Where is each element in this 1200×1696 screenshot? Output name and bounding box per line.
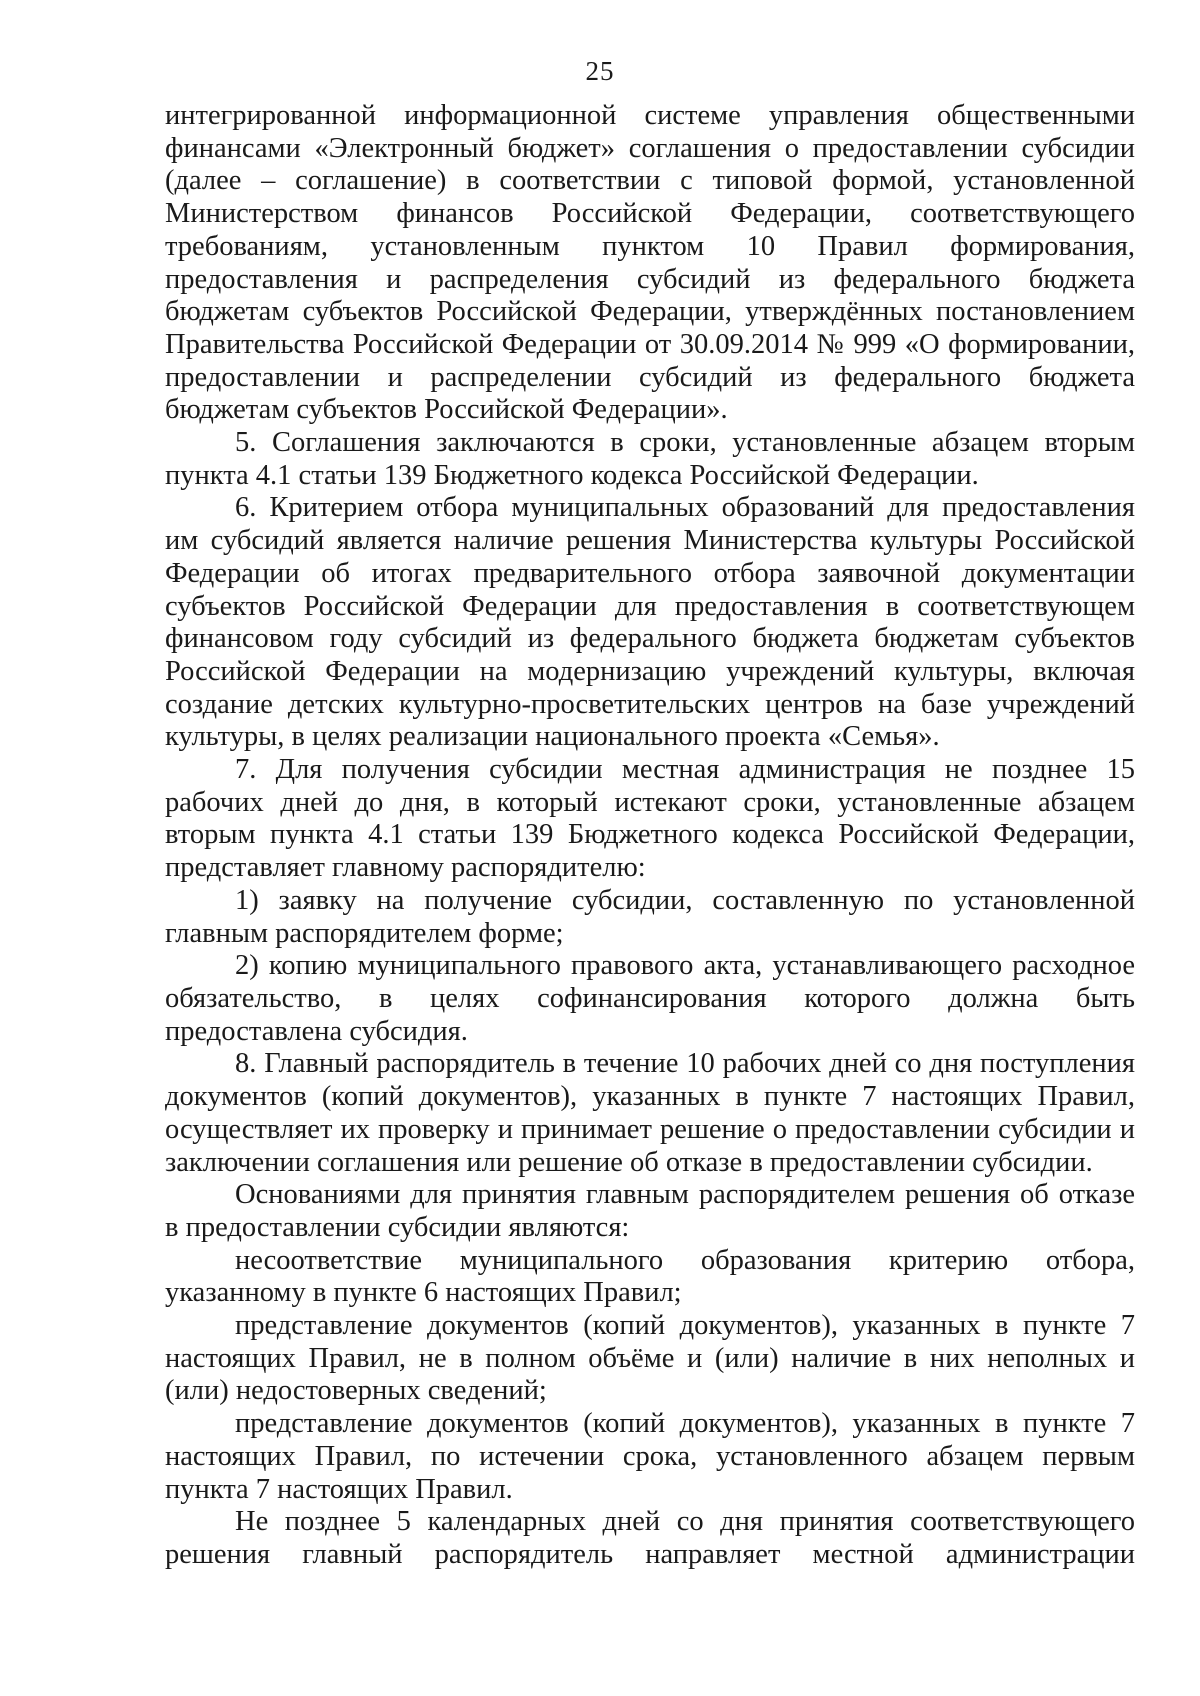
document-body bbox=[165, 100, 1135, 1572]
paragraph-notification: Не позднее 5 календарных дней со дня принятия соответствующего решения главный распорядитель направляет местной администрации bbox=[165, 1506, 1135, 1570]
paragraph-item-7: 7. Для получения субсидии местная администрация не позднее 15 рабочих дней до дня, в который истекают сроки, установленные абзацем вторым пункта 4.1 статьи 139 Бюджетного кодекса Российской Федерации, представляет главному распорядителю: bbox=[165, 754, 1135, 884]
paragraph-refusal-ground-1: несоответствие муниципального образования критерию отбора, указанному в пункте 6 настоящих Правил; bbox=[165, 1244, 1135, 1309]
paragraph-item-7-sub-1: 1) заявку на получение субсидии, составленную по установленной главным распорядителем форме; bbox=[165, 884, 1135, 949]
paragraph-refusal-grounds: Основаниями для принятия главным распорядителем решения об отказе в предоставлении субсидии являются: bbox=[165, 1179, 1135, 1243]
page-number: 25 bbox=[585, 56, 615, 86]
paragraph-refusal-ground-2: представление документов (копий документов), указанных в пункте 7 настоящих Правил, не в полном объёме и (или) наличие в них неполных и (или) недостоверных сведений; bbox=[165, 1310, 1135, 1407]
paragraph-item-5: 5. Соглашения заключаются в сроки, установленные абзацем вторым пункта 4.1 статьи 139 Бюджетного кодекса Российской Федерации. bbox=[165, 427, 1135, 491]
paragraph-refusal-ground-3: представление документов (копий документов), указанных в пункте 7 настоящих Правил, по истечении срока, установленного абзацем первым пункта 7 настоящих Правил. bbox=[165, 1408, 1135, 1505]
paragraph-continuation: интегрированной информационной системе управления общественными финансами «Электронный бюджет» соглашения о предоставлении субсидии (далее – соглашение) в соответствии с типовой формой, установленной Министерством финансов Российской Федерации, соответствующего требованиям, установленным пунктом 10 Правил формирования, предоставления и распределения субсидий из федерального бюджета бюджетам субъектов Российской Федерации, утверждённых постановлением Правительства Российской Федерации от 30.09.2014 № 999 «О формировании, предоставлении и распределении субсидий из федерального бюджета бюджетам субъектов Российской Федерации». bbox=[165, 100, 1135, 426]
paragraph-item-6: 6. Критерием отбора муниципальных образований для предоставления им субсидий является наличие решения Министерства культуры Российской Федерации об итогах предварительного отбора заявочной документации субъектов Российской Федерации для предоставления в соответствующем финансовом году субсидий из федерального бюджета бюджетам субъектов Российской Федерации на модернизацию учреждений культуры, включая создание детских культурно-просветительских центров на базе учреждений культуры, в целях реализации национального проекта «Семья». bbox=[165, 492, 1135, 753]
paragraph-item-7-sub-2: 2) копию муниципального правового акта, устанавливающего расходное обязательство, в целях софинансирования которого должна быть предоставлена субсидия. bbox=[165, 950, 1135, 1047]
paragraph-item-8: 8. Главный распорядитель в течение 10 рабочих дней со дня поступления документов (копий документов), указанных в пункте 7 настоящих Правил, осуществляет их проверку и принимает решение о предоставлении субсидии и заключении соглашения или решение об отказе в предоставлении субсидии. bbox=[165, 1048, 1135, 1178]
